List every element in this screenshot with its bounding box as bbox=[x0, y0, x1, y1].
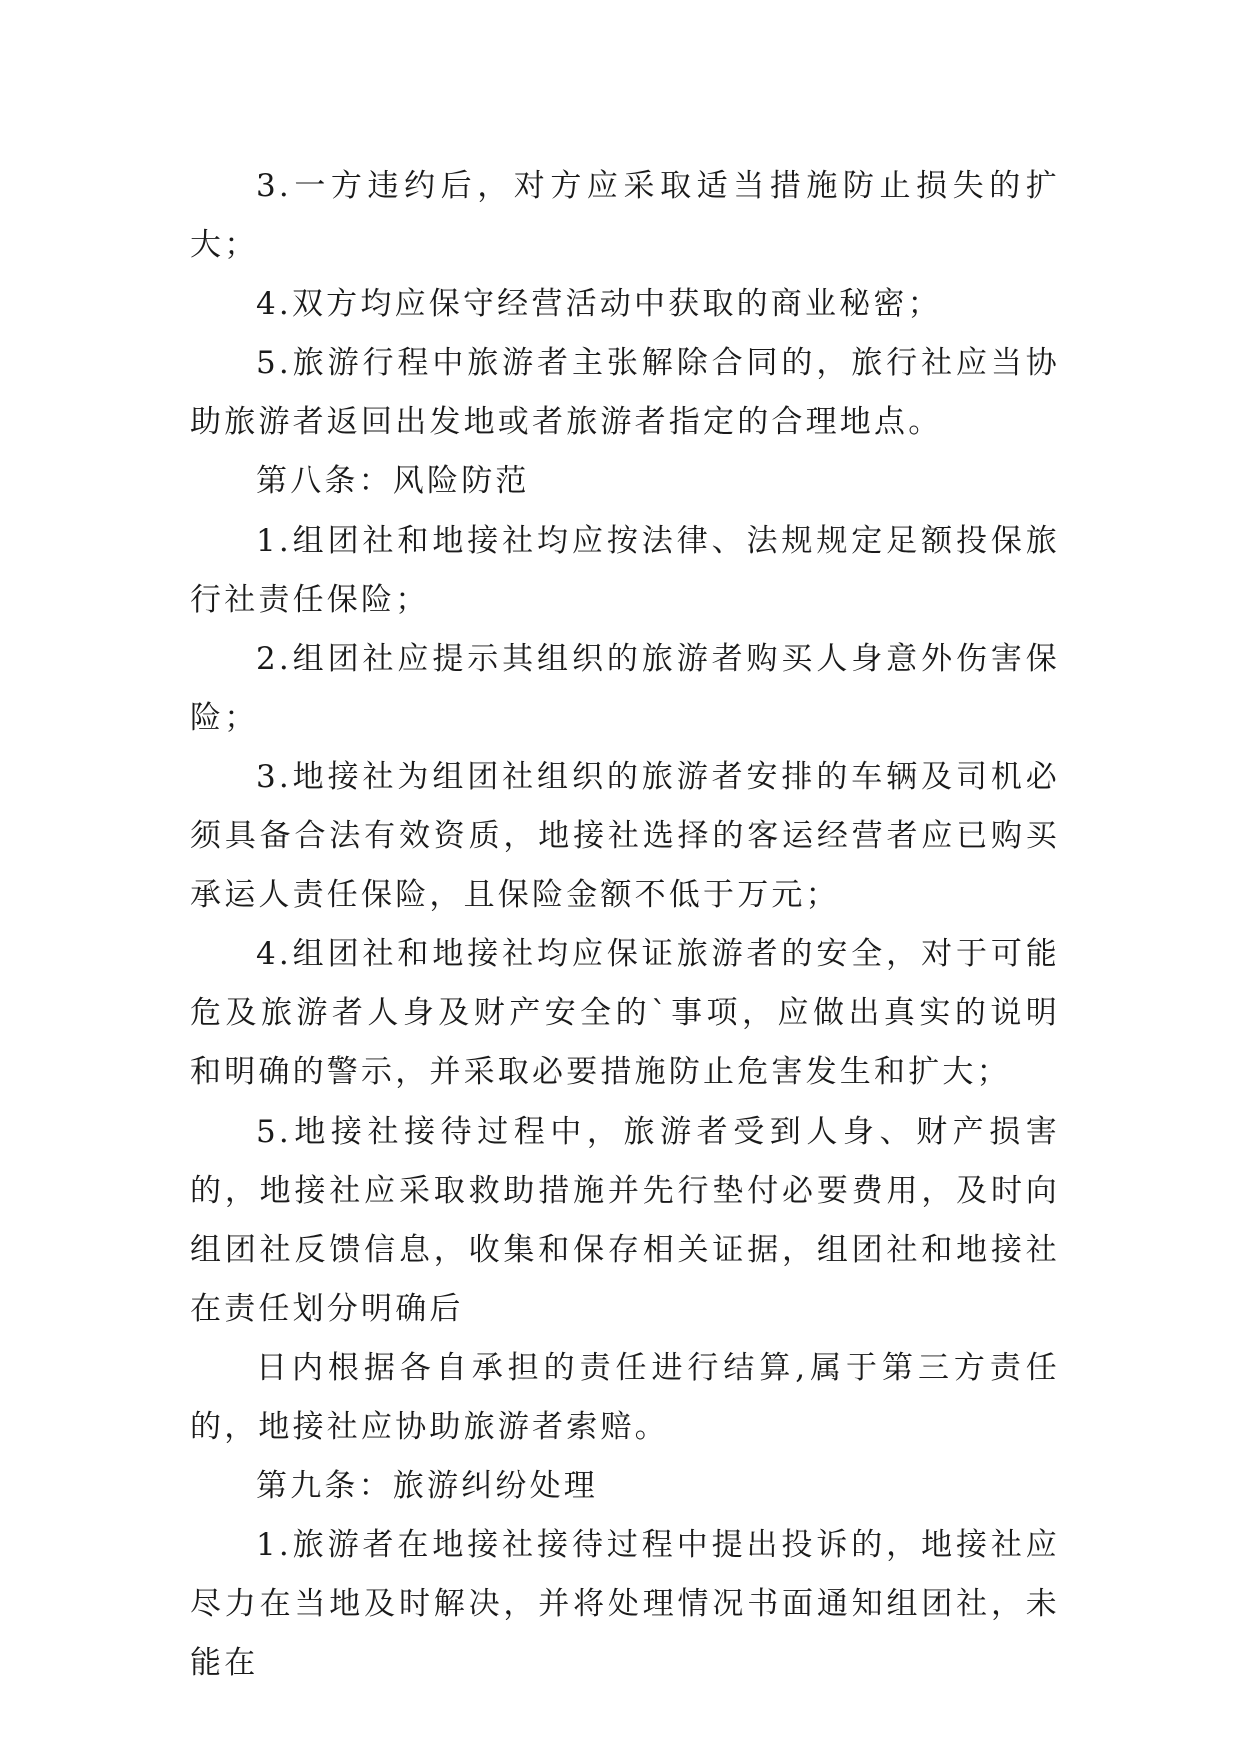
document-body bbox=[190, 157, 1060, 1693]
clause-8-item-5: 5.地接社接待过程中，旅游者受到人身、财产损害的，地接社应采取救助措施并先行垫付必要费用，及时向组团社反馈信息，收集和保存相关证据，组团社和地接社在责任划分明确后 bbox=[190, 1113, 1060, 1327]
clause-7-item-3: 3.一方违约后，对方应采取适当措施防止损失的扩大； bbox=[190, 168, 1060, 264]
section-heading-article-8: 第八条：风险防范 bbox=[256, 463, 530, 500]
clause-8-item-1: 1.组团社和地接社均应按法律、法规规定足额投保旅行社责任保险； bbox=[190, 522, 1060, 618]
clause-8-item-3: 3.地接社为组团社组织的旅游者安排的车辆及司机必须具备合法有效资质，地接社选择的客运经营者应已购买承运人责任保险，且保险金额不低于万元； bbox=[190, 758, 1060, 914]
section-heading-article-9: 第九条：旅游纠纷处理 bbox=[256, 1468, 598, 1505]
clause-7-item-4: 4.双方均应保守经营活动中获取的商业秘密； bbox=[256, 286, 942, 323]
clause-9-item-1: 1.旅游者在地接社接待过程中提出投诉的，地接社应尽力在当地及时解决，并将处理情况书面通知组团社，未能在 bbox=[190, 1527, 1060, 1682]
clause-8-item-2: 2.组团社应提示其组织的旅游者购买人身意外伤害保险； bbox=[190, 640, 1060, 736]
clause-7-item-5: 5.旅游行程中旅游者主张解除合同的，旅行社应当协助旅游者返回出发地或者旅游者指定的合理地点。 bbox=[190, 345, 1060, 441]
clause-8-item-4: 4.组团社和地接社均应保证旅游者的安全，对于可能危及旅游者人身及财产安全的`事项，应做出真实的说明和明确的警示，并采取必要措施防止危害发生和扩大； bbox=[190, 936, 1060, 1091]
clause-8-item-5-continued: 日内根据各自承担的责任进行结算,属于第三方责任的，地接社应协助旅游者索赔。 bbox=[190, 1349, 1060, 1445]
